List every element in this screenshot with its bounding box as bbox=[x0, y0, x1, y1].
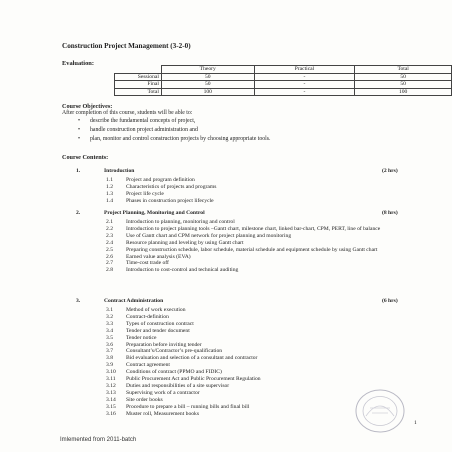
topic-number: 3.16 bbox=[106, 410, 116, 417]
objective-text: describe the fundamental concepts of project, bbox=[90, 118, 196, 124]
topic-text: Tender notice bbox=[126, 334, 157, 341]
topic-number: 2.3 bbox=[106, 232, 113, 239]
objectives-list bbox=[78, 117, 270, 144]
topic-text: Introduction to project planning tools –Gantt chart, milestone chart, linked bar-chart, CPM, PERT, line of balance bbox=[126, 225, 381, 232]
list-item bbox=[0, 314, 452, 321]
list-item bbox=[0, 342, 452, 349]
list-item bbox=[0, 335, 452, 342]
topic-number: 3.5 bbox=[106, 334, 113, 341]
topic-text: Preparing construction schedule, labor schedule, material schedule and equipment schedule by using Gantt chart bbox=[126, 246, 378, 253]
topic-number: 2.5 bbox=[106, 246, 113, 253]
topic-number: 3.1 bbox=[106, 307, 113, 313]
objective-text: handle construction project administration and bbox=[90, 127, 198, 133]
table-row bbox=[115, 81, 452, 89]
topic-text: Introduction to planning, monitoring and control bbox=[126, 219, 235, 225]
topic-number: 2.4 bbox=[106, 239, 113, 246]
list-item bbox=[0, 369, 452, 376]
section-number: 1. bbox=[76, 168, 81, 174]
table-header-cell: Theory bbox=[161, 66, 254, 74]
topic-text: Time-cost trade off bbox=[126, 260, 169, 267]
list-item bbox=[0, 260, 452, 267]
topic-number: 2.7 bbox=[106, 260, 113, 267]
topic-number: 3.4 bbox=[106, 327, 113, 334]
topic-text: Types of construction contract bbox=[126, 320, 194, 327]
objective-text: plan, monitor and control construction projects by choosing appropriate tools. bbox=[90, 136, 271, 142]
list-item bbox=[0, 219, 452, 226]
table-cell: 100 bbox=[355, 88, 452, 96]
topic-text: Consultant’s/Contractor’s pre-qualification bbox=[126, 348, 223, 355]
topic-number: 3.14 bbox=[106, 396, 116, 403]
topic-text: Contract-definition bbox=[126, 313, 169, 320]
table-cell: - bbox=[254, 73, 355, 81]
list-item bbox=[0, 328, 452, 335]
topic-number: 2.8 bbox=[106, 267, 113, 274]
topic-number: 1.1 bbox=[106, 177, 113, 183]
topic-number: 3.8 bbox=[106, 355, 113, 362]
topic-number: 1.2 bbox=[106, 183, 113, 190]
topic-text: Public Procurement Act and Public Procurement Regulation bbox=[126, 376, 261, 383]
evaluation-heading: Evaluation: bbox=[62, 60, 94, 67]
contents-heading: Course Contents: bbox=[62, 154, 109, 161]
list-item bbox=[0, 233, 452, 240]
topic-text: Use of Gantt chart and CPM network for project planning and monitoring bbox=[126, 232, 292, 239]
bullet-icon: • bbox=[78, 136, 81, 142]
topic-text: Conditions of contract (PPMO and FIDIC) bbox=[126, 369, 222, 376]
section-hours: (8 hrs) bbox=[382, 210, 398, 216]
topic-number: 2.2 bbox=[106, 225, 113, 232]
list-item bbox=[78, 126, 270, 135]
list-item bbox=[0, 198, 452, 205]
topic-number: 1.3 bbox=[106, 190, 113, 197]
table-cell bbox=[115, 66, 162, 74]
list-item bbox=[0, 240, 452, 247]
list-item bbox=[0, 376, 452, 383]
topic-text: Earned value analysis (EVA) bbox=[126, 253, 191, 260]
list-item bbox=[0, 177, 452, 184]
topic-text: Contract agreement bbox=[126, 362, 170, 369]
table-row bbox=[115, 73, 452, 81]
bullet-icon: • bbox=[78, 127, 81, 133]
bullet-icon: • bbox=[78, 118, 81, 124]
seal-stamp-icon bbox=[352, 386, 408, 436]
topic-number: 3.11 bbox=[106, 376, 116, 383]
table-cell: Final bbox=[115, 81, 162, 89]
topic-number: 3.13 bbox=[106, 389, 116, 396]
topic-number: 3.7 bbox=[106, 348, 113, 355]
table-cell: - bbox=[254, 88, 355, 96]
section-header bbox=[0, 210, 452, 219]
topic-text: Muster roll, Measurement books bbox=[126, 410, 200, 417]
topic-text: Phases in construction project lifecycle bbox=[126, 197, 214, 204]
section-title: Contract Administration bbox=[104, 298, 164, 304]
topic-text: Procedure to prepare a bill – running bills and final bill bbox=[126, 403, 250, 410]
topic-text: Resource planning and leveling by using Gantt chart bbox=[126, 239, 244, 246]
table-row bbox=[115, 88, 452, 96]
table-header-row bbox=[115, 66, 452, 74]
course-title: Construction Project Management (3-2-0) bbox=[62, 42, 191, 50]
section-header bbox=[0, 168, 452, 177]
table-cell: Total bbox=[115, 88, 162, 96]
table-cell: 50 bbox=[355, 81, 452, 89]
list-item bbox=[0, 247, 452, 254]
table-cell: Sessional bbox=[115, 73, 162, 81]
topic-number: 3.10 bbox=[106, 369, 116, 376]
topic-text: Characteristics of projects and programs bbox=[126, 183, 217, 190]
topic-text: Method of work execution bbox=[126, 307, 186, 313]
table-header-cell: Total bbox=[355, 66, 452, 74]
list-item bbox=[0, 307, 452, 314]
list-item bbox=[0, 254, 452, 261]
evaluation-table bbox=[114, 65, 452, 96]
section-title: Project Planning, Monitoring and Control bbox=[104, 210, 205, 216]
topic-text: Project and program definition bbox=[126, 177, 195, 183]
topic-number: 2.1 bbox=[106, 219, 113, 225]
topic-text: Introduction to cost-control and technical auditing bbox=[126, 267, 239, 274]
section-hours: (2 hrs) bbox=[382, 168, 398, 174]
topic-text: Preparation before inviting tender bbox=[126, 341, 202, 348]
objectives-intro: After completion of this course, students will be able to: bbox=[62, 110, 193, 116]
topic-text: Tender and tender document bbox=[126, 327, 190, 334]
topic-number: 3.3 bbox=[106, 320, 113, 327]
topic-text: Duties and responsibilities of a site supervisor bbox=[126, 382, 230, 389]
table-cell: 50 bbox=[161, 73, 254, 81]
section-title: Introduction bbox=[104, 168, 135, 174]
topic-text: Bid evaluation and selection of a consultant and contractor bbox=[126, 355, 258, 362]
topic-number: 3.6 bbox=[106, 341, 113, 348]
topic-number: 1.4 bbox=[106, 197, 113, 204]
topic-number: 3.2 bbox=[106, 313, 113, 320]
topic-number: 3.15 bbox=[106, 403, 116, 410]
list-item bbox=[0, 191, 452, 198]
page-number: 1 bbox=[414, 420, 417, 426]
section-header bbox=[0, 298, 452, 307]
topic-text: Site order books bbox=[126, 396, 163, 403]
list-item bbox=[0, 226, 452, 233]
list-item bbox=[0, 362, 452, 369]
section-hours: (6 hrs) bbox=[382, 298, 398, 304]
topic-text: Project life cycle bbox=[126, 190, 164, 197]
list-item bbox=[0, 184, 452, 191]
objectives-heading: Course Objectives: bbox=[62, 103, 113, 110]
list-item bbox=[0, 355, 452, 362]
topic-number: 3.9 bbox=[106, 362, 113, 369]
section-introduction bbox=[0, 168, 452, 205]
table-header-cell: Practical bbox=[254, 66, 355, 74]
topic-text: Supervising work of a contractor bbox=[126, 389, 200, 396]
list-item bbox=[78, 135, 270, 144]
section-planning bbox=[0, 210, 452, 274]
topic-number: 2.6 bbox=[106, 253, 113, 260]
table-cell: 50 bbox=[161, 81, 254, 89]
table-cell: - bbox=[254, 81, 355, 89]
footer-note: Imlemented from 2011-batch bbox=[60, 437, 137, 443]
list-item bbox=[78, 117, 270, 126]
topic-number: 3.12 bbox=[106, 382, 116, 389]
section-number: 3. bbox=[76, 298, 81, 304]
table-cell: 50 bbox=[355, 73, 452, 81]
section-number: 2. bbox=[76, 210, 81, 216]
list-item bbox=[0, 267, 452, 274]
table-cell: 100 bbox=[161, 88, 254, 96]
list-item bbox=[0, 321, 452, 328]
